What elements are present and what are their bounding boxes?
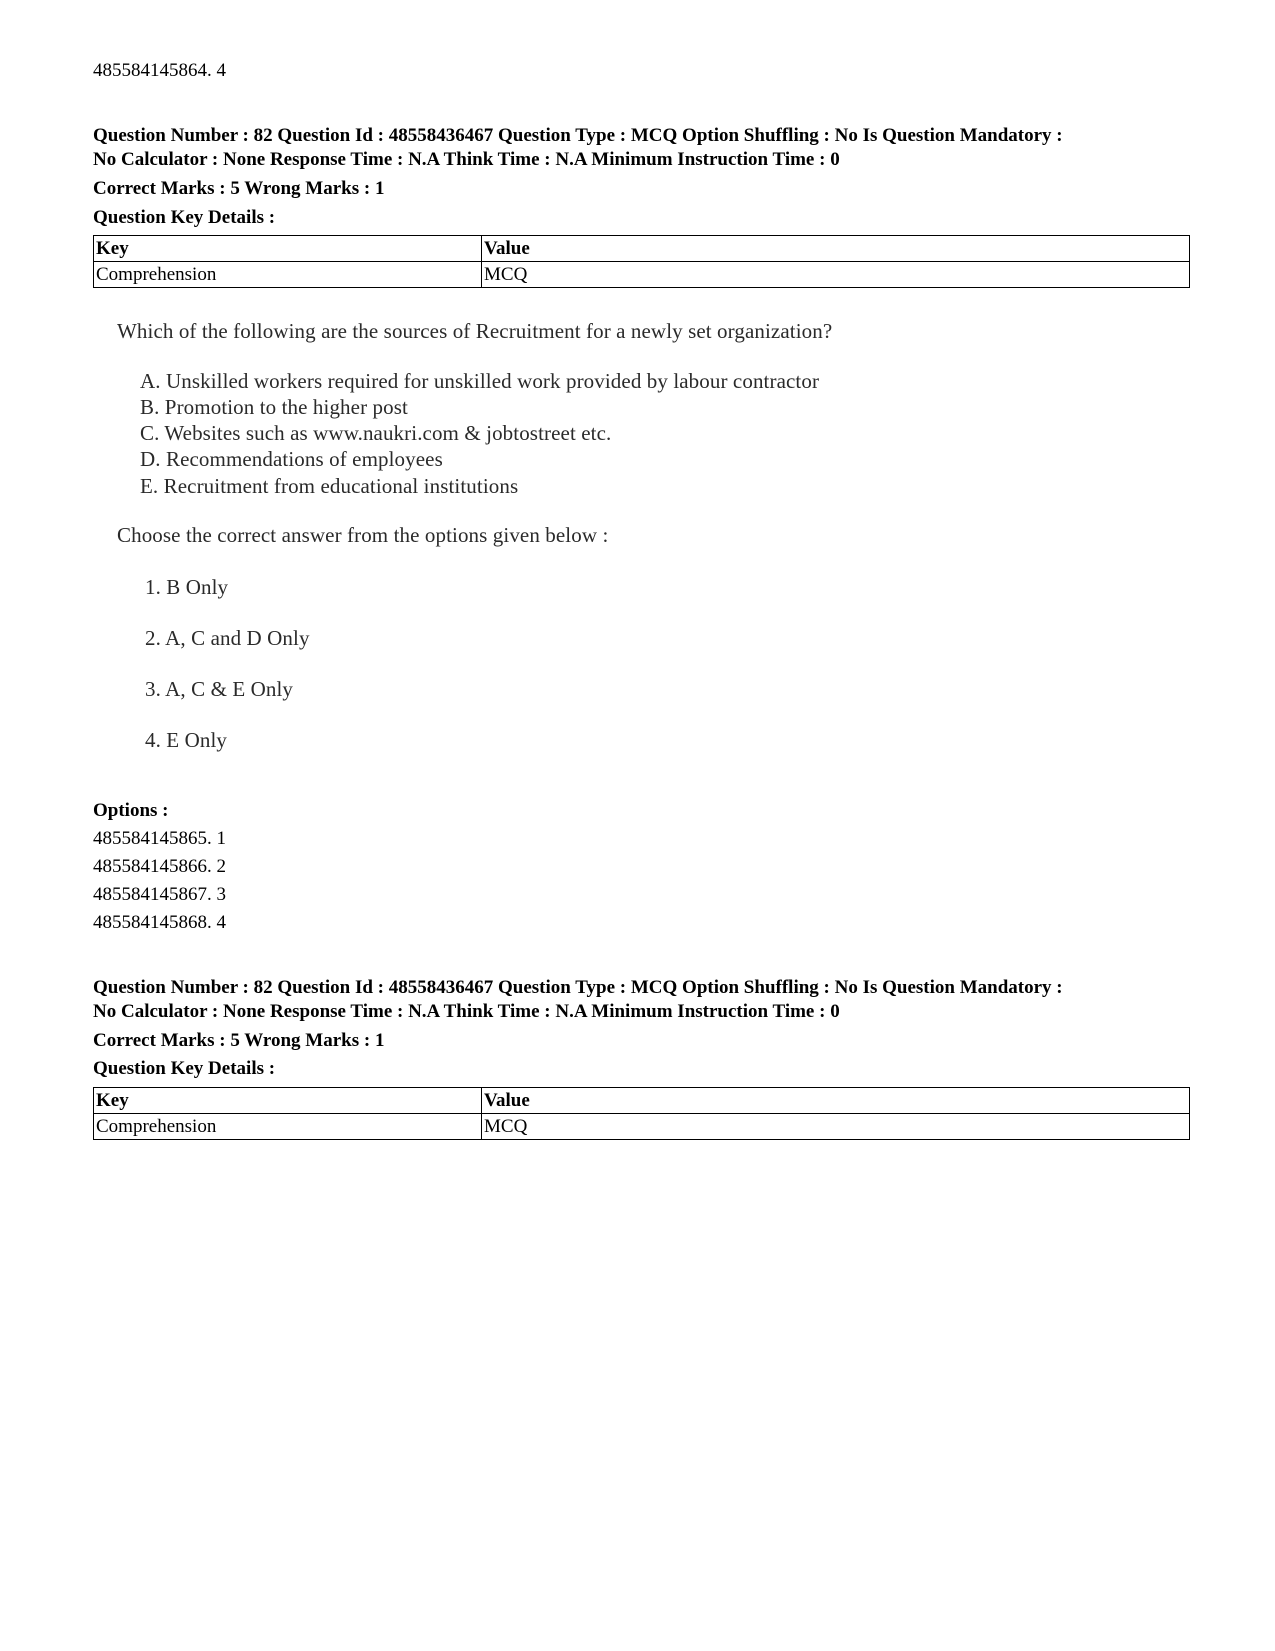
question-stem: Which of the following are the sources of Recruitment for a newly set organization?	[117, 319, 833, 343]
statement-c: C. Websites such as www.naukri.com & jobtostreet etc.	[140, 421, 612, 445]
table-header-value: Value	[482, 236, 1190, 262]
question-marks: Correct Marks : 5 Wrong Marks : 1	[93, 178, 385, 199]
question-header-line-2: No Calculator : None Response Time : N.A Think Time : N.A Minimum Instruction Time : 0	[93, 149, 840, 170]
table-cell-value: MCQ	[482, 1114, 1190, 1140]
table-cell-value: MCQ	[482, 262, 1190, 288]
table-header-row	[94, 236, 1190, 262]
question-header-line-1: Question Number : 82 Question Id : 48558436467 Question Type : MCQ Option Shuffling : No Is Question Mandatory :	[93, 977, 1063, 998]
table-header-key: Key	[94, 1088, 482, 1114]
statement-e: E. Recruitment from educational institutions	[140, 474, 519, 498]
table-row	[94, 262, 1190, 288]
question-key-details-table	[93, 235, 1190, 288]
choice-1: 1. B Only	[145, 575, 229, 599]
question-header-line-2: No Calculator : None Response Time : N.A Think Time : N.A Minimum Instruction Time : 0	[93, 1001, 840, 1022]
question-key-details-label: Question Key Details :	[93, 1058, 276, 1079]
statement-b: B. Promotion to the higher post	[140, 395, 408, 419]
option-line-4: 485584145868. 4	[93, 912, 226, 933]
choice-2: 2. A, C and D Only	[145, 626, 310, 650]
question-image	[117, 318, 917, 768]
statement-a: A. Unskilled workers required for unskilled work provided by labour contractor	[140, 369, 820, 393]
table-header-row	[94, 1088, 1190, 1114]
question-key-details-table	[93, 1087, 1190, 1140]
question-header-line-1: Question Number : 82 Question Id : 48558436467 Question Type : MCQ Option Shuffling : No Is Question Mandatory :	[93, 125, 1063, 146]
choice-3: 3. A, C & E Only	[145, 677, 294, 701]
question-key-details-label: Question Key Details :	[93, 207, 276, 228]
answer-instruction: Choose the correct answer from the options given below :	[117, 523, 609, 547]
choice-4: 4. E Only	[145, 728, 227, 752]
option-line-1: 485584145865. 1	[93, 828, 226, 849]
table-header-key: Key	[94, 236, 482, 262]
table-row	[94, 1114, 1190, 1140]
statement-d: D. Recommendations of employees	[140, 447, 443, 471]
question-marks: Correct Marks : 5 Wrong Marks : 1	[93, 1030, 385, 1051]
option-line-3: 485584145867. 3	[93, 884, 226, 905]
previous-option-line: 485584145864. 4	[93, 60, 226, 81]
table-header-value: Value	[482, 1088, 1190, 1114]
option-line-2: 485584145866. 2	[93, 856, 226, 877]
table-cell-key: Comprehension	[94, 1114, 482, 1140]
table-cell-key: Comprehension	[94, 262, 482, 288]
options-label: Options :	[93, 800, 169, 821]
